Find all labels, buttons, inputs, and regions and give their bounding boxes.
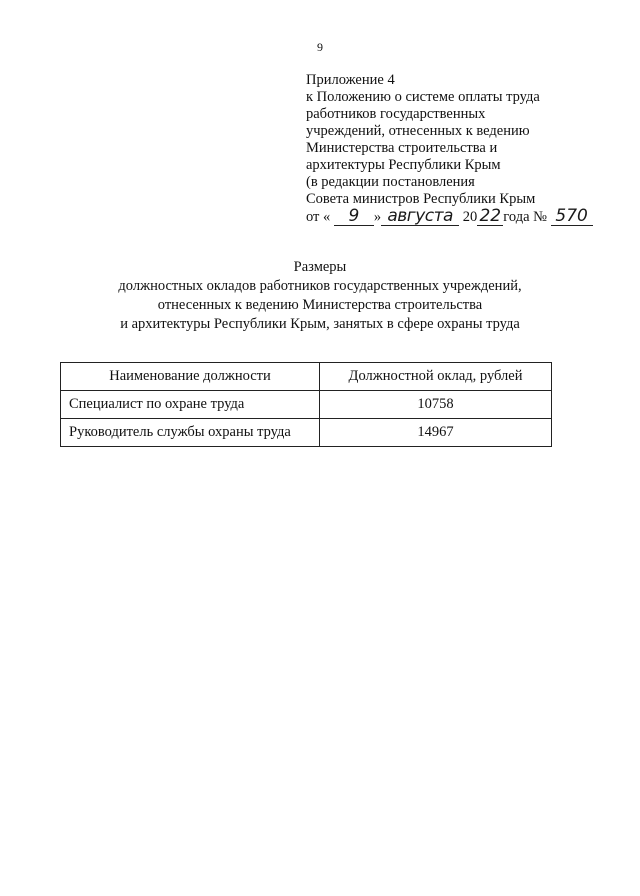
resolution-date-line — [306, 208, 606, 226]
handwritten-month: августа — [381, 208, 459, 226]
title-line: и архитектуры Республики Крым, занятых в сфере охраны труда — [120, 316, 520, 332]
appendix-line: работников государственных — [306, 106, 486, 122]
title-line: Размеры — [293, 259, 347, 275]
year-word: года № — [503, 209, 547, 225]
handwritten-year: 22 — [477, 208, 503, 226]
appendix-line: к Положению о системе оплаты труда — [306, 89, 540, 105]
date-prefix: от « — [306, 209, 331, 225]
appendix-line: Совета министров Республики Крым — [306, 191, 536, 207]
handwritten-day: 9 — [334, 208, 374, 226]
year-prefix: 20 — [462, 209, 478, 225]
header-salary: Должностной оклад, рублей — [320, 363, 552, 391]
table-row — [61, 391, 552, 419]
appendix-line: Министерства строительства и — [306, 140, 498, 156]
quote-close: » — [373, 209, 382, 225]
header-position: Наименование должности — [61, 363, 320, 391]
salary-cell: 10758 — [320, 391, 552, 419]
handwritten-number: 570 — [551, 208, 593, 226]
appendix-line: учреждений, отнесенных к ведению — [306, 123, 530, 139]
salary-table — [60, 362, 552, 447]
salary-cell: 14967 — [320, 419, 552, 447]
position-cell: Специалист по охране труда — [61, 391, 320, 419]
table-header-row — [61, 363, 552, 391]
table-row — [61, 419, 552, 447]
appendix-line: (в редакции постановления — [306, 174, 475, 190]
appendix-line: архитектуры Республики Крым — [306, 157, 501, 173]
document-title — [40, 258, 600, 334]
appendix-line: Приложение 4 — [306, 72, 395, 88]
title-line: отнесенных к ведению Министерства строительства — [157, 297, 483, 313]
position-cell: Руководитель службы охраны труда — [61, 419, 320, 447]
title-line: должностных окладов работников государственных учреждений, — [118, 278, 522, 294]
page-number: 9 — [317, 40, 323, 54]
appendix-header — [306, 72, 606, 226]
